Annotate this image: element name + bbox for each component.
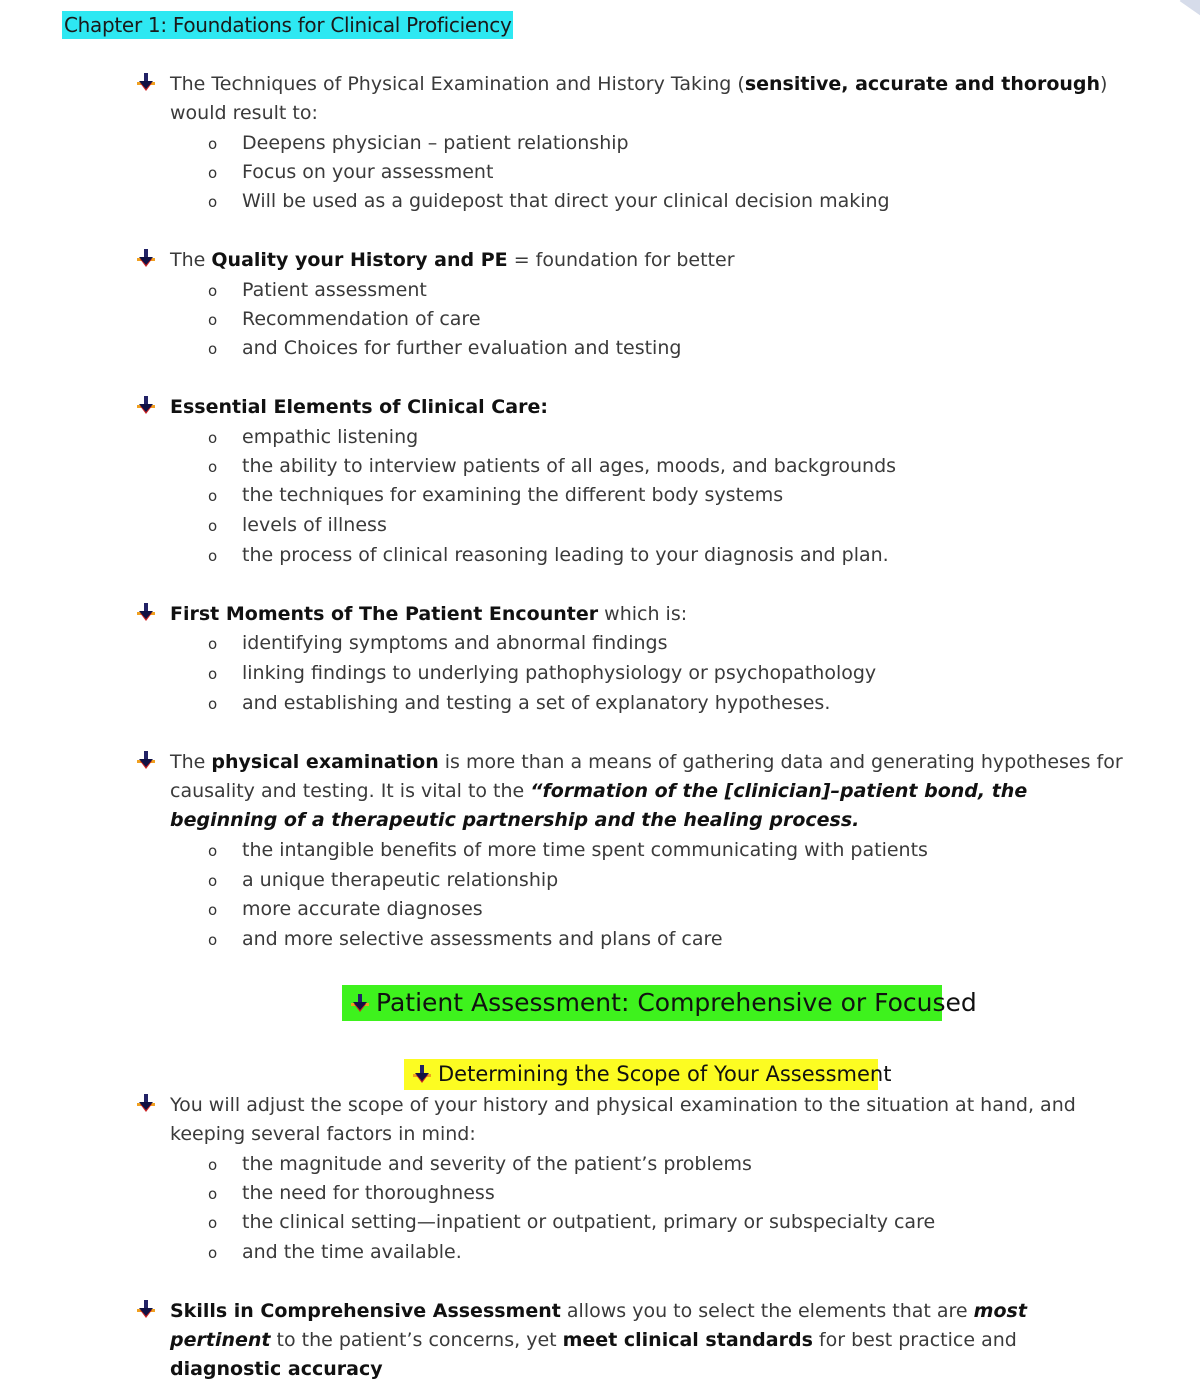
list-item: o the need for thoroughness [208, 1179, 495, 1208]
skills-text: Skills in Comprehensive Assessment allows you to select the elements that are most pertinent to the patient’s concerns, yet meet clinical standards for best practice and diagnostic accuracy [170, 1300, 1027, 1380]
list-item: o the intangible benefits of more time spent communicating with patients [208, 836, 928, 865]
circle-bullet-icon: o [208, 872, 218, 890]
arrow-down-icon [136, 247, 156, 269]
list-item: o Deepens physician – patient relationship [208, 129, 629, 158]
circle-bullet-icon: o [208, 487, 218, 505]
circle-bullet-icon: o [208, 193, 218, 211]
circle-bullet-icon: o [208, 931, 218, 949]
circle-bullet-icon: o [208, 164, 218, 182]
section-4-text: First Moments of The Patient Encounter which is: [170, 603, 688, 625]
heading-yellow-text: Determining the Scope of Your Assessment [438, 1062, 892, 1086]
list-item: o empathic listening [208, 423, 418, 452]
arrow-down-icon [136, 601, 156, 623]
circle-bullet-icon: o [208, 429, 218, 447]
heading-green-text: Patient Assessment: Comprehensive or Focused [376, 988, 977, 1017]
circle-bullet-icon: o [208, 635, 218, 653]
list-item: o the clinical setting—inpatient or outpatient, primary or subspecialty care [208, 1208, 935, 1237]
arrow-down-icon [136, 1092, 156, 1114]
section-heading-scope [404, 1059, 892, 1090]
circle-bullet-icon: o [208, 340, 218, 358]
list-item: o Patient assessment [208, 276, 427, 305]
circle-bullet-icon: o [208, 842, 218, 860]
circle-bullet-icon: o [208, 1244, 218, 1262]
arrow-down-icon [136, 394, 156, 416]
section-heading-patient-assessment [342, 985, 977, 1021]
list-item: o Will be used as a guidepost that direct your clinical decision making [208, 187, 890, 216]
section-1-text: The Techniques of Physical Examination and History Taking (sensitive, accurate and thorough) would result to: [170, 73, 1108, 124]
page-corner-decoration [1180, 0, 1200, 16]
list-item: o levels of illness [208, 511, 387, 540]
chapter-title: Chapter 1: Foundations for Clinical Proficiency [64, 13, 512, 37]
circle-bullet-icon: o [208, 458, 218, 476]
circle-bullet-icon: o [208, 517, 218, 535]
circle-bullet-icon: o [208, 282, 218, 300]
list-item: o the techniques for examining the different body systems [208, 481, 783, 510]
circle-bullet-icon: o [208, 1185, 218, 1203]
scope-text: You will adjust the scope of your history and physical examination to the situation at hand, and keeping several factors in mind: [170, 1094, 1076, 1145]
circle-bullet-icon: o [208, 665, 218, 683]
list-item: o a unique therapeutic relationship [208, 866, 558, 895]
circle-bullet-icon: o [208, 547, 218, 565]
circle-bullet-icon: o [208, 1214, 218, 1232]
list-item: o and more selective assessments and plans of care [208, 925, 723, 954]
list-item: o the process of clinical reasoning leading to your diagnosis and plan. [208, 541, 889, 570]
arrow-down-icon [136, 1298, 156, 1320]
circle-bullet-icon: o [208, 311, 218, 329]
arrow-down-icon [136, 71, 156, 93]
section-2-text: The Quality your History and PE = foundation for better [170, 249, 735, 271]
section-3-text: Essential Elements of Clinical Care: [170, 396, 548, 418]
circle-bullet-icon: o [208, 1156, 218, 1174]
arrow-down-icon [136, 749, 156, 771]
section-5-text: The physical examination is more than a means of gathering data and generating hypotheses for causality and testing. It is vital to the “formation of the [clinician]–patient bond, the beginning of a therapeutic partnership and the healing process. [170, 751, 1123, 831]
circle-bullet-icon: o [208, 901, 218, 919]
list-item: o and establishing and testing a set of explanatory hypotheses. [208, 689, 830, 718]
list-item: o and Choices for further evaluation and testing [208, 334, 681, 363]
list-item: o identifying symptoms and abnormal findings [208, 629, 668, 658]
arrow-down-icon [412, 1063, 432, 1085]
list-item: o the magnitude and severity of the patient’s problems [208, 1150, 752, 1179]
circle-bullet-icon: o [208, 135, 218, 153]
list-item: o linking findings to underlying pathophysiology or psychopathology [208, 659, 876, 688]
list-item: o Recommendation of care [208, 305, 481, 334]
list-item: o and the time available. [208, 1238, 462, 1267]
list-item: o more accurate diagnoses [208, 895, 483, 924]
circle-bullet-icon: o [208, 695, 218, 713]
list-item: o Focus on your assessment [208, 158, 493, 187]
arrow-down-icon [350, 992, 370, 1014]
list-item: o the ability to interview patients of all ages, moods, and backgrounds [208, 452, 896, 481]
